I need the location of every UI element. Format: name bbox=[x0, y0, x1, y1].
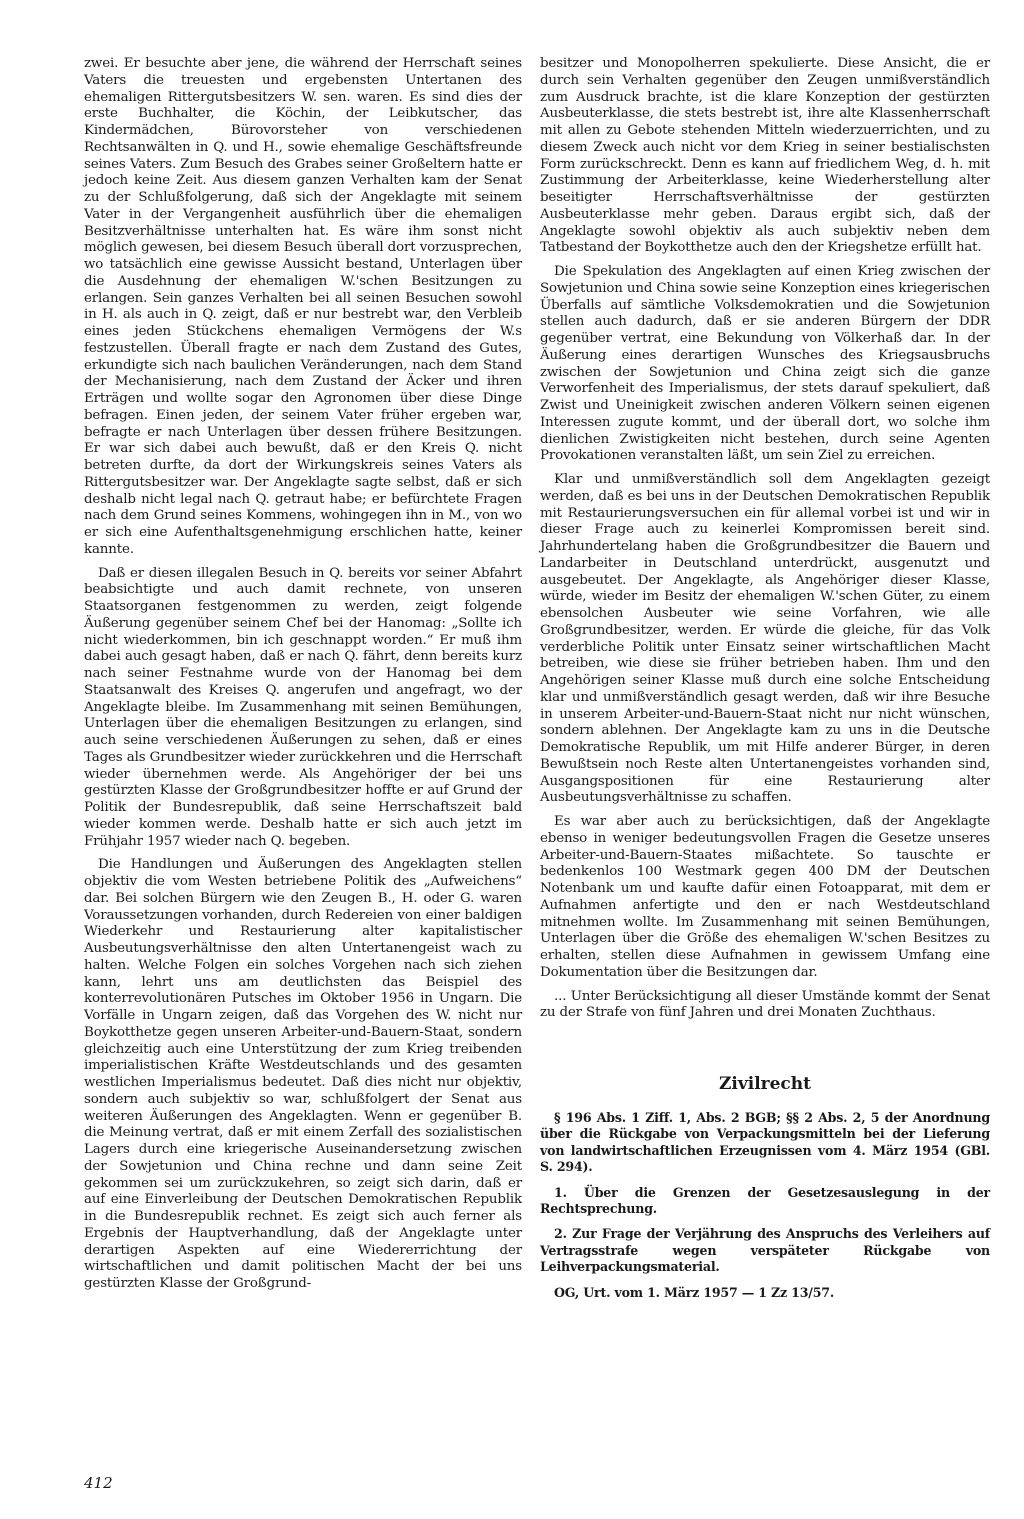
headnote: 1. Über die Grenzen der Gesetzesauslegung in der Rechtsprechung. bbox=[540, 1184, 990, 1217]
body-paragraph: Es war aber auch zu berücksichtigen, daß der Angeklagte ebenso in weniger bedeutungsvollen Fragen die Gesetze unseres Arbeiter-und-Bauern-Staates mißachtete. So tauschte er bedenkenlos 100 Westmark gegen 400 DM der Deutschen Notenbank um und kaufte dafür einen Fotoapparat, mit dem er Aufnahmen anfertigte und den er nach Westdeutschland mitnehmen wollte. Im Zusammenhang mit seinen Bemühungen, Unterlagen über die Größe des ehemaligen W.'schen Besitzes zu erhalten, stellen diese Aufnahmen in gewissem Umfang eine Dokumentation über die Besitzungen dar. bbox=[540, 814, 990, 980]
legal-reference: § 196 Abs. 1 Ziff. 1, Abs. 2 BGB; §§ 2 Abs. 2, 5 der Anordnung über die Rückgabe von Verpackungsmitteln bei der Lieferung von landwirtschaftlichen Erzeugnissen vom 4. März 1954 (GBl. S. 294). bbox=[540, 1110, 990, 1175]
body-paragraph: ... Unter Berücksichtigung all dieser Umstände kommt der Senat zu der Strafe von fünf Jahren und drei Monaten Zuchthaus. bbox=[540, 988, 990, 1021]
section-title: Zivilrecht bbox=[719, 1074, 811, 1094]
left-column bbox=[84, 56, 522, 1300]
body-paragraph: Die Handlungen und Äußerungen des Angeklagten stellen objektiv die vom Westen betriebene Politik des „Aufweichens“ dar. Bei solchen Bürgern wie den Zeugen B., H. oder G. waren Voraussetzungen vorhanden, durch Redereien von einer baldigen Wiederkehr und Restaurierung alter kapitalistischer Ausbeutungsverhältnisse den alten Untertanengeist wach zu halten. Welche Folgen ein solches Vorgehen nach sich ziehen kann, lehrt uns am deutlichsten das Beispiel des konterrevolutionären Putsches im Oktober 1956 in Ungarn. Die Vorfälle in Ungarn zeigen, daß das Vorgehen des W. nicht nur Boykotthetze gegen unseren Arbeiter-und-Bauern-Staat, sondern gleichzeitig auch eine Unterstützung der zum Krieg treibenden imperialistischen Kräfte Westdeutschlands und des gesamten westlichen Imperialismus bedeutet. Daß dies nicht nur objektiv, sondern auch subjektiv so war, schlußfolgert der Senat aus weiteren Äußerungen des Angeklagten. Wenn er gegenüber B. die Meinung vertrat, daß er mit einem Zerfall des sozialistischen Lagers durch eine kriegerische Auseinandersetzung zwischen der Sowjetunion und China rechne und dann seine Zeit gekommen sei um zurückzukehren, so zeigt sich darin, daß er auf eine Einverleibung der Deutschen Demokratischen Republik in die Bundesrepublik rechnet. Es zeigt sich auch ferner als Ergebnis der Hauptverhandlung, daß der Angeklagte unter derartigen Aspekten auf eine Wiedererrichtung der wirtschaftlichen und damit politischen Macht der bei uns gestürzten Klasse der Großgrund- bbox=[84, 857, 522, 1291]
body-paragraph: besitzer und Monopolherren spekulierte. Diese Ansicht, die er durch sein Verhalten gegenüber den Zeugen unmißverständlich zum Ausdruck brachte, ist die klare Konzeption der gestürzten Ausbeuterklasse, die stets bestrebt ist, ihre alte Klassenherrschaft mit allen zu Gebote stehenden Mitteln wiederzuerrichten, und zu diesem Zweck auch nicht vor dem Krieg in seiner bestialischsten Form zurückschreckt. Denn es kann auf friedlichem Weg, d. h. mit Zustimmung der Arbeiterklasse, keine Wiederherstellung alter beseitigter Herrschaftsverhältnisse der gestürzten Ausbeuterklasse mehr geben. Daraus ergibt sich, daß der Angeklagte sowohl objektiv als auch subjektiv neben dem Tatbestand der Boykotthetze auch den der Kriegshetze erfüllt hat. bbox=[540, 56, 990, 256]
page-number: 412 bbox=[84, 1474, 113, 1492]
headnote: 2. Zur Frage der Verjährung des Anspruchs des Verleihers auf Vertragsstrafe wegen verspäteter Rückgabe von Leihverpackungsmaterial. bbox=[540, 1226, 990, 1275]
right-column bbox=[540, 56, 990, 1310]
body-paragraph: Daß er diesen illegalen Besuch in Q. bereits vor seiner Abfahrt beabsichtigte und auch damit rechnete, von unseren Staatsorganen festgenommen zu werden, zeigt folgende Äußerung gegenüber seinem Chef bei der Hanomag: „Sollte ich nicht wiederkommen, bin ich geschnappt worden.“ Er muß ihm dabei auch gesagt haben, daß er nach Q. fährt, denn bereits kurz nach seiner Festnahme wurde von der Hanomag bei dem Staatsanwalt des Kreises Q. angerufen und angefragt, wo der Angeklagte bleibe. Im Zusammenhang mit seinen Bemühungen, Unterlagen über die ehemaligen Besitzungen zu erlangen, sind auch seine verschiedenen Äußerungen zu sehen, daß er eines Tages als Grundbesitzer wieder zurückkehren und die Herrschaft wieder übernehmen werde. Als Angehöriger der bei uns gestürzten Klasse der Großgrundbesitzer hoffte er auf Grund der Politik der Bundesrepublik, daß seine Herrschaftszeit bald wieder kommen werde. Deshalb hatte er sich auch jetzt im Frühjahr 1957 wieder nach Q. begeben. bbox=[84, 565, 522, 849]
body-paragraph: Die Spekulation des Angeklagten auf einen Krieg zwischen der Sowjetunion und China sowie seine Konzeption eines kriegerischen Überfalls auf sämtliche Volksdemokratien und die Sowjetunion stellen auch dadurch, daß er sie anderen Bürgern der DDR gegenüber vertrat, eine Bekundung von Völkerhaß dar. In der Äußerung eines derartigen Wunsches des Kriegsausbruchs zwischen der Sowjetunion und China zeigt sich die ganze Verworfenheit des Imperialismus, der stets darauf spekuliert, daß Zwist und Uneinigkeit zwischen anderen Völkern seinen eigenen Interessen zugute kommt, und der überall dort, wo solche ihm dienlichen Zwistigkeiten nicht bestehen, durch seine Agenten Provokationen veranstalten läßt, um sein Ziel zu erreichen. bbox=[540, 264, 990, 464]
court-citation: OG, Urt. vom 1. März 1957 — 1 Zz 13/57. bbox=[554, 1284, 835, 1300]
body-paragraph: zwei. Er besuchte aber jene, die während der Herrschaft seines Vaters die treuesten und ergebensten Untertanen des ehemaligen Rittergutsbesitzers W. sen. waren. Es sind dies der erste Buchhalter, die Köchin, der Leibkutscher, das Kindermädchen, Bürovorsteher von verschiedenen Rechtsanwälten in Q. und H., sowie ehemalige Geschäftsfreunde seines Vaters. Zum Besuch des Grabes seiner Großeltern hatte er jedoch keine Zeit. Aus diesem ganzen Verhalten kam der Senat zu der Schlußfolgerung, daß sich der Angeklagte mit seinem Vater in der Vergangenheit ausführlich über die ehemaligen Besitzverhältnisse unterhalten hat. Es wäre ihm sonst nicht möglich gewesen, bei diesem Besuch überall dort vorzusprechen, wo tatsächlich eine gewisse Aussicht bestand, Unterlagen über die Ausdehnung der ehemaligen W.'schen Besitzungen zu erlangen. Sein ganzes Verhalten bei all seinen Besuchen sowohl in H. als auch in Q. zeigt, daß er nur bestrebt war, den Verbleib eines jeden Stückchens ehemaligen Vermögens der W.s festzustellen. Überall fragte er nach dem Zustand des Gutes, erkundigte sich nach baulichen Veränderungen, nach dem Stand der Mechanisierung, nach dem Zustand der Äcker und ihren Erträgen und wollte sogar den Agronomen über diese Dinge befragen. Einen jeden, der seinem Vater früher ergeben war, befragte er nach Unterlagen über dessen frühere Besitzungen. Er war sich dabei auch bewußt, daß er den Kreis Q. nicht betreten durfte, da dort der Wirkungskreis seines Vaters als Rittergutsbesitzer war. Der Angeklagte sagte selbst, daß er sich deshalb nicht legal nach Q. getraut habe; er befürchtete Fragen nach dem Grund seines Kommens, wohingegen ihn in M., von wo er sich eine Aufenthaltsgenehmigung erschlichen hatte, keiner kannte. bbox=[84, 56, 522, 557]
body-paragraph: Klar und unmißverständlich soll dem Angeklagten gezeigt werden, daß es bei uns in der Deutschen Demokratischen Republik mit Restaurierungsversuchen ein für allemal vorbei ist und wir in dieser Frage auch zu keinerlei Kompromissen bereit sind. Jahrhundertelang haben die Großgrundbesitzer die Bauern und Landarbeiter in Deutschland unterdrückt, ausgenutzt und ausgebeutet. Der Angeklagte, als Angehöriger dieser Klasse, würde, wieder im Besitz der ehemaligen W.'schen Güter, zu einem ebensolchen Ausbeuter wie seine Vorfahren, wie alle Großgrundbesitzer, werden. Er würde die gleiche, für das Volk verderbliche Politik unter Einsatz seiner wirtschaftlichen Macht betreiben, wie diese sie früher betrieben haben. Ihm und den Angehörigen seiner Klasse muß durch eine solche Entscheidung klar und unmißverständlich gesagt werden, daß wir ihre Besuche in unserem Arbeiter-und-Bauern-Staat nicht nur nicht wünschen, sondern ablehnen. Der Angeklagte kam zu uns in die Deutsche Demokratische Republik, um mit Hilfe anderer Bürger, in deren Bewußtsein noch Reste alten Untertanengeistes vorhanden sind, Ausgangspositionen für eine Restaurierung alter Ausbeutungsverhältnisse zu schaffen. bbox=[540, 472, 990, 806]
